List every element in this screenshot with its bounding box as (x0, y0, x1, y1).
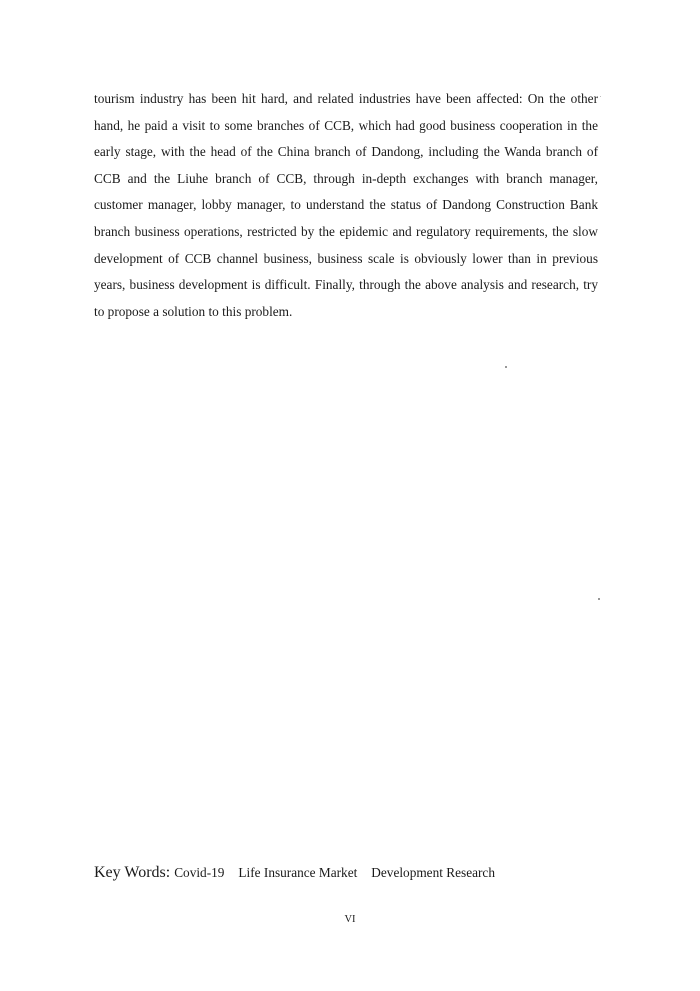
scan-speck (600, 96, 601, 97)
abstract-paragraph: tourism industry has been hit hard, and related industries have been affected: On the other hand, he paid a visit to some branches of CCB, which had good business cooperation in the early stage, with the head of the China branch of Dandong, including the Wanda branch of CCB and the Liuhe branch of CCB, through in-depth exchanges with branch manager, customer manager, lobby manager, to understand the status of Dandong Construction Bank branch business operations, restricted by the epidemic and regulatory requirements, the slow development of CCB channel business, business scale is obviously lower than in previous years, business development is difficult. Finally, through the above analysis and research, try to propose a solution to this problem. (94, 91, 598, 319)
keyword-term: Life Insurance Market (238, 865, 358, 880)
keyword-term: Covid-19 (174, 865, 225, 880)
keyword-term: Development Research (371, 865, 495, 880)
page-number: VI (344, 914, 356, 925)
keywords-label: Key Words: (94, 864, 171, 881)
scan-speck (598, 598, 600, 600)
keywords-line (94, 864, 614, 882)
scan-speck (505, 366, 507, 368)
